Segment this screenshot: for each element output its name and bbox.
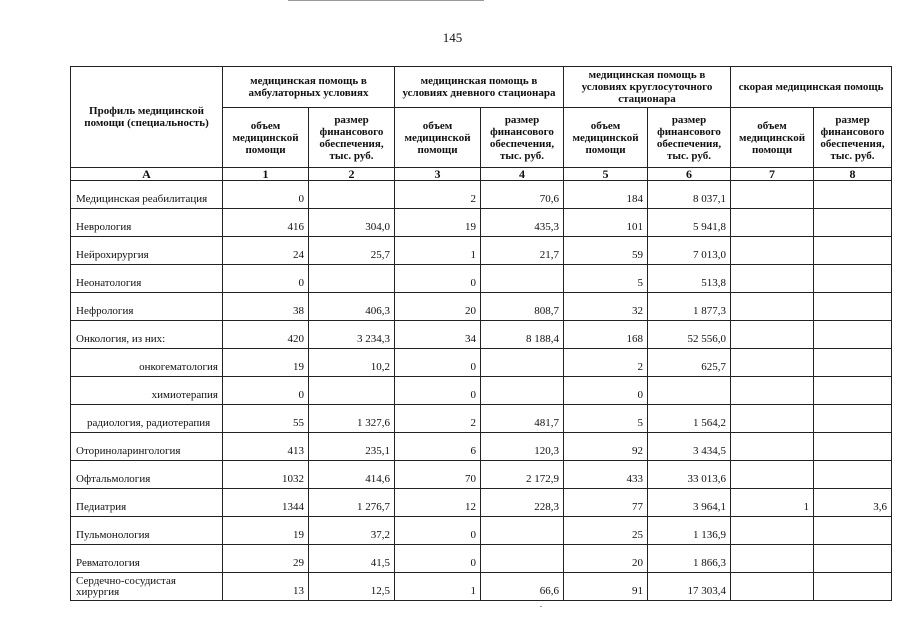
cell-c8 [814, 237, 892, 265]
cell-c2: 37,2 [309, 517, 395, 545]
cell-c1: 24 [223, 237, 309, 265]
cell-c2: 304,0 [309, 209, 395, 237]
profile-cell: онкогематология [71, 349, 223, 377]
profile-cell: Неврология [71, 209, 223, 237]
cell-c8 [814, 517, 892, 545]
cell-c3: 20 [395, 293, 481, 321]
cell-c5: 0 [564, 377, 648, 405]
cell-c2: 1 276,7 [309, 489, 395, 517]
table-row [71, 489, 892, 517]
cell-c5: 5 [564, 265, 648, 293]
profile-cell: Офтальмология [71, 461, 223, 489]
column-number: 3 [395, 168, 481, 181]
volume-header: объем медицинской помощи [731, 108, 814, 168]
cell-c1: 29 [223, 545, 309, 573]
cell-c5: 59 [564, 237, 648, 265]
cell-c8 [814, 405, 892, 433]
cell-c1: 38 [223, 293, 309, 321]
column-number: 2 [309, 168, 395, 181]
cell-c5: 433 [564, 461, 648, 489]
table-row [71, 405, 892, 433]
cell-c4: 808,7 [481, 293, 564, 321]
group-header-round-clock-hospital: медицинская помощь в условиях круглосуточного стационара [564, 67, 731, 108]
cell-c1: 19 [223, 349, 309, 377]
cell-c3: 6 [395, 433, 481, 461]
cell-c7 [731, 433, 814, 461]
cell-c3: 19 [395, 209, 481, 237]
services-table [70, 66, 892, 601]
cell-c3: 0 [395, 349, 481, 377]
cell-c5: 5 [564, 405, 648, 433]
table-row [71, 545, 892, 573]
cell-c1: 1344 [223, 489, 309, 517]
finance-header: размер финансового обеспечения, тыс. руб. [648, 108, 731, 168]
cell-c3: 0 [395, 517, 481, 545]
column-number: 5 [564, 168, 648, 181]
cell-c5: 184 [564, 181, 648, 209]
profile-cell: Нейрохирургия [71, 237, 223, 265]
cell-c3: 12 [395, 489, 481, 517]
cell-c6: 625,7 [648, 349, 731, 377]
scan-mark-bottom [540, 606, 542, 607]
cell-c3: 0 [395, 377, 481, 405]
column-number: 4 [481, 168, 564, 181]
cell-c3: 0 [395, 265, 481, 293]
cell-c7 [731, 181, 814, 209]
cell-c6: 1 877,3 [648, 293, 731, 321]
cell-c5: 32 [564, 293, 648, 321]
cell-c4 [481, 349, 564, 377]
cell-c6: 7 013,0 [648, 237, 731, 265]
cell-c4: 481,7 [481, 405, 564, 433]
cell-c5: 77 [564, 489, 648, 517]
cell-c2: 406,3 [309, 293, 395, 321]
cell-c7 [731, 405, 814, 433]
cell-c2 [309, 377, 395, 405]
column-number: 7 [731, 168, 814, 181]
cell-c6: 8 037,1 [648, 181, 731, 209]
cell-c6: 52 556,0 [648, 321, 731, 349]
table-row [71, 181, 892, 209]
page-number: 145 [442, 30, 463, 45]
cell-c4 [481, 265, 564, 293]
profile-cell: Неонатология [71, 265, 223, 293]
volume-header: объем медицинской помощи [223, 108, 309, 168]
cell-c7 [731, 237, 814, 265]
table-row [71, 349, 892, 377]
cell-c8 [814, 377, 892, 405]
cell-c7 [731, 321, 814, 349]
table-row [71, 293, 892, 321]
cell-c6: 1 866,3 [648, 545, 731, 573]
cell-c4: 435,3 [481, 209, 564, 237]
cell-c4: 66,6 [481, 573, 564, 601]
cell-c8: 3,6 [814, 489, 892, 517]
column-letter: А [71, 168, 223, 181]
table-row [71, 265, 892, 293]
cell-c8 [814, 181, 892, 209]
table-row [71, 517, 892, 545]
cell-c5: 92 [564, 433, 648, 461]
cell-c4: 8 188,4 [481, 321, 564, 349]
profile-cell: Сердечно-сосудистая хирургия [71, 573, 223, 601]
profile-cell: Пульмонология [71, 517, 223, 545]
cell-c1: 0 [223, 181, 309, 209]
cell-c8 [814, 321, 892, 349]
cell-c6: 1 564,2 [648, 405, 731, 433]
cell-c3: 1 [395, 237, 481, 265]
group-header-emergency: скорая медицинская помощь [731, 67, 892, 108]
cell-c2: 235,1 [309, 433, 395, 461]
table-row [71, 433, 892, 461]
cell-c8 [814, 433, 892, 461]
cell-c4: 2 172,9 [481, 461, 564, 489]
cell-c8 [814, 349, 892, 377]
cell-c1: 420 [223, 321, 309, 349]
cell-c7 [731, 209, 814, 237]
group-header-day-hospital: медицинская помощь в условиях дневного стационара [395, 67, 564, 108]
cell-c7 [731, 349, 814, 377]
table-row [71, 461, 892, 489]
table-row [71, 321, 892, 349]
cell-c7: 1 [731, 489, 814, 517]
cell-c3: 1 [395, 573, 481, 601]
profile-cell: Нефрология [71, 293, 223, 321]
cell-c3: 0 [395, 545, 481, 573]
cell-c3: 2 [395, 181, 481, 209]
cell-c5: 25 [564, 517, 648, 545]
cell-c3: 70 [395, 461, 481, 489]
cell-c2 [309, 181, 395, 209]
cell-c8 [814, 265, 892, 293]
cell-c8 [814, 545, 892, 573]
table-row [71, 377, 892, 405]
cell-c5: 101 [564, 209, 648, 237]
profile-header: Профиль медицинской помощи (специальность) [71, 67, 223, 168]
cell-c1: 13 [223, 573, 309, 601]
profile-cell: Онкология, из них: [71, 321, 223, 349]
cell-c2: 41,5 [309, 545, 395, 573]
cell-c1: 55 [223, 405, 309, 433]
cell-c6: 17 303,4 [648, 573, 731, 601]
cell-c8 [814, 461, 892, 489]
cell-c2: 1 327,6 [309, 405, 395, 433]
cell-c8 [814, 293, 892, 321]
cell-c5: 20 [564, 545, 648, 573]
cell-c5: 91 [564, 573, 648, 601]
cell-c2: 10,2 [309, 349, 395, 377]
column-number: 1 [223, 168, 309, 181]
cell-c7 [731, 573, 814, 601]
cell-c2: 3 234,3 [309, 321, 395, 349]
cell-c2 [309, 265, 395, 293]
cell-c7 [731, 377, 814, 405]
cell-c7 [731, 517, 814, 545]
cell-c6 [648, 377, 731, 405]
cell-c5: 168 [564, 321, 648, 349]
cell-c4 [481, 517, 564, 545]
cell-c7 [731, 545, 814, 573]
cell-c4: 70,6 [481, 181, 564, 209]
table-row [71, 209, 892, 237]
cell-c1: 19 [223, 517, 309, 545]
cell-c8 [814, 209, 892, 237]
cell-c6: 1 136,9 [648, 517, 731, 545]
profile-cell: Педиатрия [71, 489, 223, 517]
finance-header: размер финансового обеспечения, тыс. руб. [814, 108, 892, 168]
cell-c2: 414,6 [309, 461, 395, 489]
cell-c6: 3 964,1 [648, 489, 731, 517]
cell-c4: 120,3 [481, 433, 564, 461]
volume-header: объем медицинской помощи [564, 108, 648, 168]
group-header-ambulatory: медицинская помощь в амбулаторных условиях [223, 67, 395, 108]
profile-cell: Оториноларингология [71, 433, 223, 461]
cell-c4: 228,3 [481, 489, 564, 517]
profile-cell: радиология, радиотерапия [71, 405, 223, 433]
cell-c1: 413 [223, 433, 309, 461]
cell-c7 [731, 293, 814, 321]
profile-cell: химиотерапия [71, 377, 223, 405]
cell-c2: 12,5 [309, 573, 395, 601]
cell-c4: 21,7 [481, 237, 564, 265]
cell-c6: 3 434,5 [648, 433, 731, 461]
column-number: 6 [648, 168, 731, 181]
column-number: 8 [814, 168, 892, 181]
cell-c1: 0 [223, 377, 309, 405]
finance-header: размер финансового обеспечения, тыс. руб. [309, 108, 395, 168]
cell-c1: 1032 [223, 461, 309, 489]
cell-c7 [731, 265, 814, 293]
cell-c1: 416 [223, 209, 309, 237]
cell-c2: 25,7 [309, 237, 395, 265]
cell-c4 [481, 377, 564, 405]
cell-c5: 2 [564, 349, 648, 377]
finance-header: размер финансового обеспечения, тыс. руб. [481, 108, 564, 168]
cell-c6: 513,8 [648, 265, 731, 293]
cell-c6: 33 013,6 [648, 461, 731, 489]
cell-c1: 0 [223, 265, 309, 293]
cell-c7 [731, 461, 814, 489]
cell-c8 [814, 573, 892, 601]
scan-mark-top [288, 0, 484, 1]
profile-cell: Ревматология [71, 545, 223, 573]
cell-c4 [481, 545, 564, 573]
table-row [71, 237, 892, 265]
cell-c3: 34 [395, 321, 481, 349]
table-row [71, 573, 892, 601]
cell-c6: 5 941,8 [648, 209, 731, 237]
volume-header: объем медицинской помощи [395, 108, 481, 168]
profile-cell: Медицинская реабилитация [71, 181, 223, 209]
cell-c3: 2 [395, 405, 481, 433]
